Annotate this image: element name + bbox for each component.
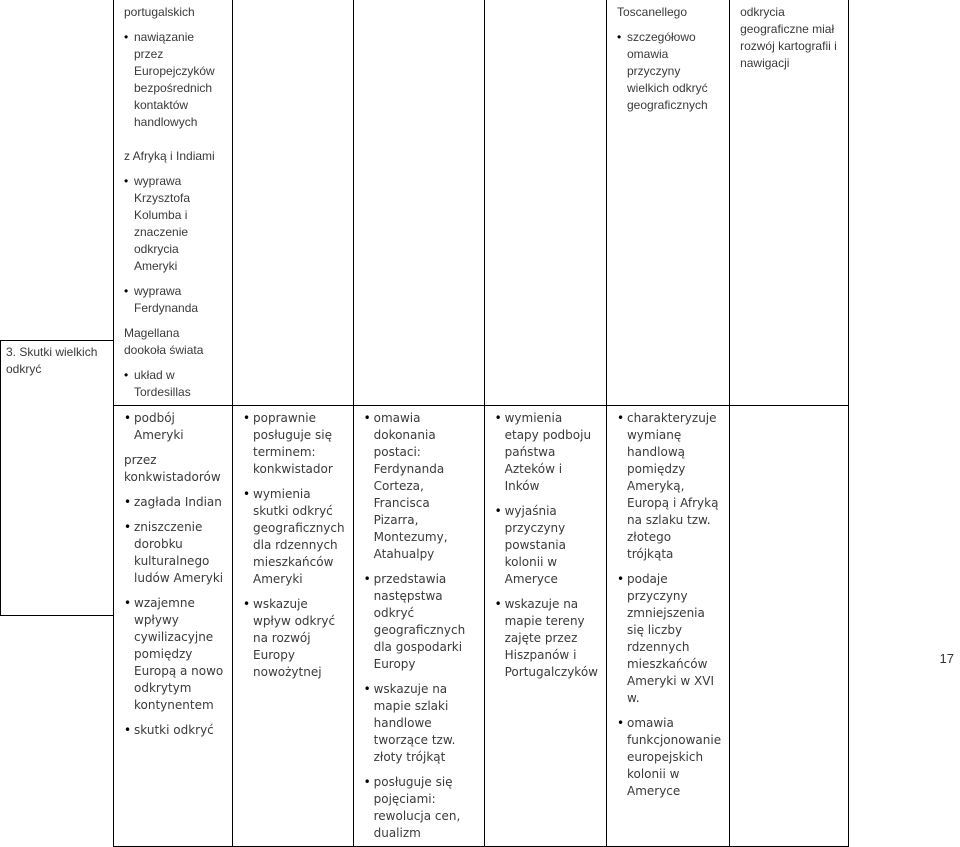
topic-title: 3. Skutki wielkich odkryć xyxy=(6,345,98,376)
page-number: 17 xyxy=(939,651,954,666)
bullet-item: • wymienia etapy podboju państwa Azteków i Inków xyxy=(495,410,598,495)
table-border-left xyxy=(0,340,1,616)
bullet-item: • podaje przyczyny zmniejszenia się liczby rdzennych mieszkańców Ameryki w XVI w. xyxy=(617,571,721,707)
bullet-item: • przedstawia następstwa odkryć geograficznych dla gospodarki Europy xyxy=(364,571,476,673)
bullet-item: • wskazuje wpływ odkryć na rozwój Europy nowożytnej xyxy=(243,596,345,681)
row2-cell-dobra xyxy=(484,406,606,847)
text-line: Toscanellego xyxy=(616,5,688,19)
row1-cell-6 xyxy=(730,0,849,406)
table-row xyxy=(114,0,849,406)
bullet-item: • zniszczenie dorobku kulturalnego ludów Ameryki xyxy=(124,519,224,587)
row2-cell-dopuszczajaca xyxy=(233,406,354,847)
bullet-item: • wskazuje na mapie szlaki handlowe tworzące tzw. złoty trójkąt xyxy=(364,681,476,766)
row2-cell-bardzo-dobra xyxy=(606,406,729,847)
row1-cell-5 xyxy=(606,0,729,406)
row2-cell-requirements xyxy=(114,406,233,847)
bullet-item: • wyjaśnia przyczyny powstania kolonii w Ameryce xyxy=(495,503,598,588)
table-border-bottom-left xyxy=(0,615,113,616)
bullet-item: • układ w Tordesillas xyxy=(124,367,224,401)
text-line: z Afryką i Indiami xyxy=(124,149,215,163)
bullet-item: • wyprawa Ferdynanda xyxy=(124,283,224,317)
bullet-item: • omawia dokonania postaci: Ferdynanda Corteza, Francisca Pizarra, Montezumy, Atahualpy xyxy=(364,410,476,563)
text-line: portugalskich xyxy=(124,5,195,19)
row1-cell-2 xyxy=(233,0,354,406)
bullet-item: • wymienia skutki odkryć geograficznych dla rdzennych mieszkańców Ameryki xyxy=(243,486,345,588)
bullet-item: • poprawnie posługuje się terminem: konkwistador xyxy=(243,410,345,478)
row2-cell-celujaca xyxy=(730,406,849,847)
bullet-item: • zagłada Indian xyxy=(124,494,224,511)
text-line: odkrycia geograficzne miał rozwój kartografii i nawigacji xyxy=(740,5,837,70)
text-line: przez konkwistadorów xyxy=(124,453,221,484)
row1-cell-3 xyxy=(353,0,484,406)
bullet-item: • posługuje się pojęciami: rewolucja cen, dualizm xyxy=(364,774,476,842)
bullet-item: • szczegółowo omawia przyczyny wielkich odkryć geograficznych xyxy=(617,29,721,114)
topic-cell xyxy=(6,344,110,378)
bullet-item: • wzajemne wpływy cywilizacyjne pomiędzy Europą a nowo odkrytym kontynentem xyxy=(124,595,224,714)
table-border-row-top xyxy=(0,340,113,341)
bullet-item: • wskazuje na mapie tereny zajęte przez Hiszpanów i Portugalczyków xyxy=(495,596,598,681)
bullet-item: • podbój Ameryki xyxy=(124,410,224,444)
curriculum-table xyxy=(113,0,849,847)
bullet-item: • skutki odkryć xyxy=(124,722,224,739)
bullet-item: • charakteryzuje wymianę handlową pomiędzy Ameryką, Europą i Afryką na szlaku tzw. złotego trójkąta xyxy=(617,410,721,563)
bullet-item: • omawia funkcjonowanie europejskich kolonii w Ameryce xyxy=(617,715,721,800)
table-row xyxy=(114,406,849,847)
bullet-item: • wyprawa Krzysztofa Kolumba i znaczenie odkrycia Ameryki xyxy=(124,173,224,275)
row1-cell-requirements xyxy=(114,0,233,406)
text-line: Magellana dookoła świata xyxy=(124,326,204,357)
row1-cell-4 xyxy=(484,0,606,406)
bullet-item: • nawiązanie przez Europejczyków bezpośrednich kontaktów handlowych xyxy=(124,29,224,131)
row2-cell-dostateczna xyxy=(353,406,484,847)
